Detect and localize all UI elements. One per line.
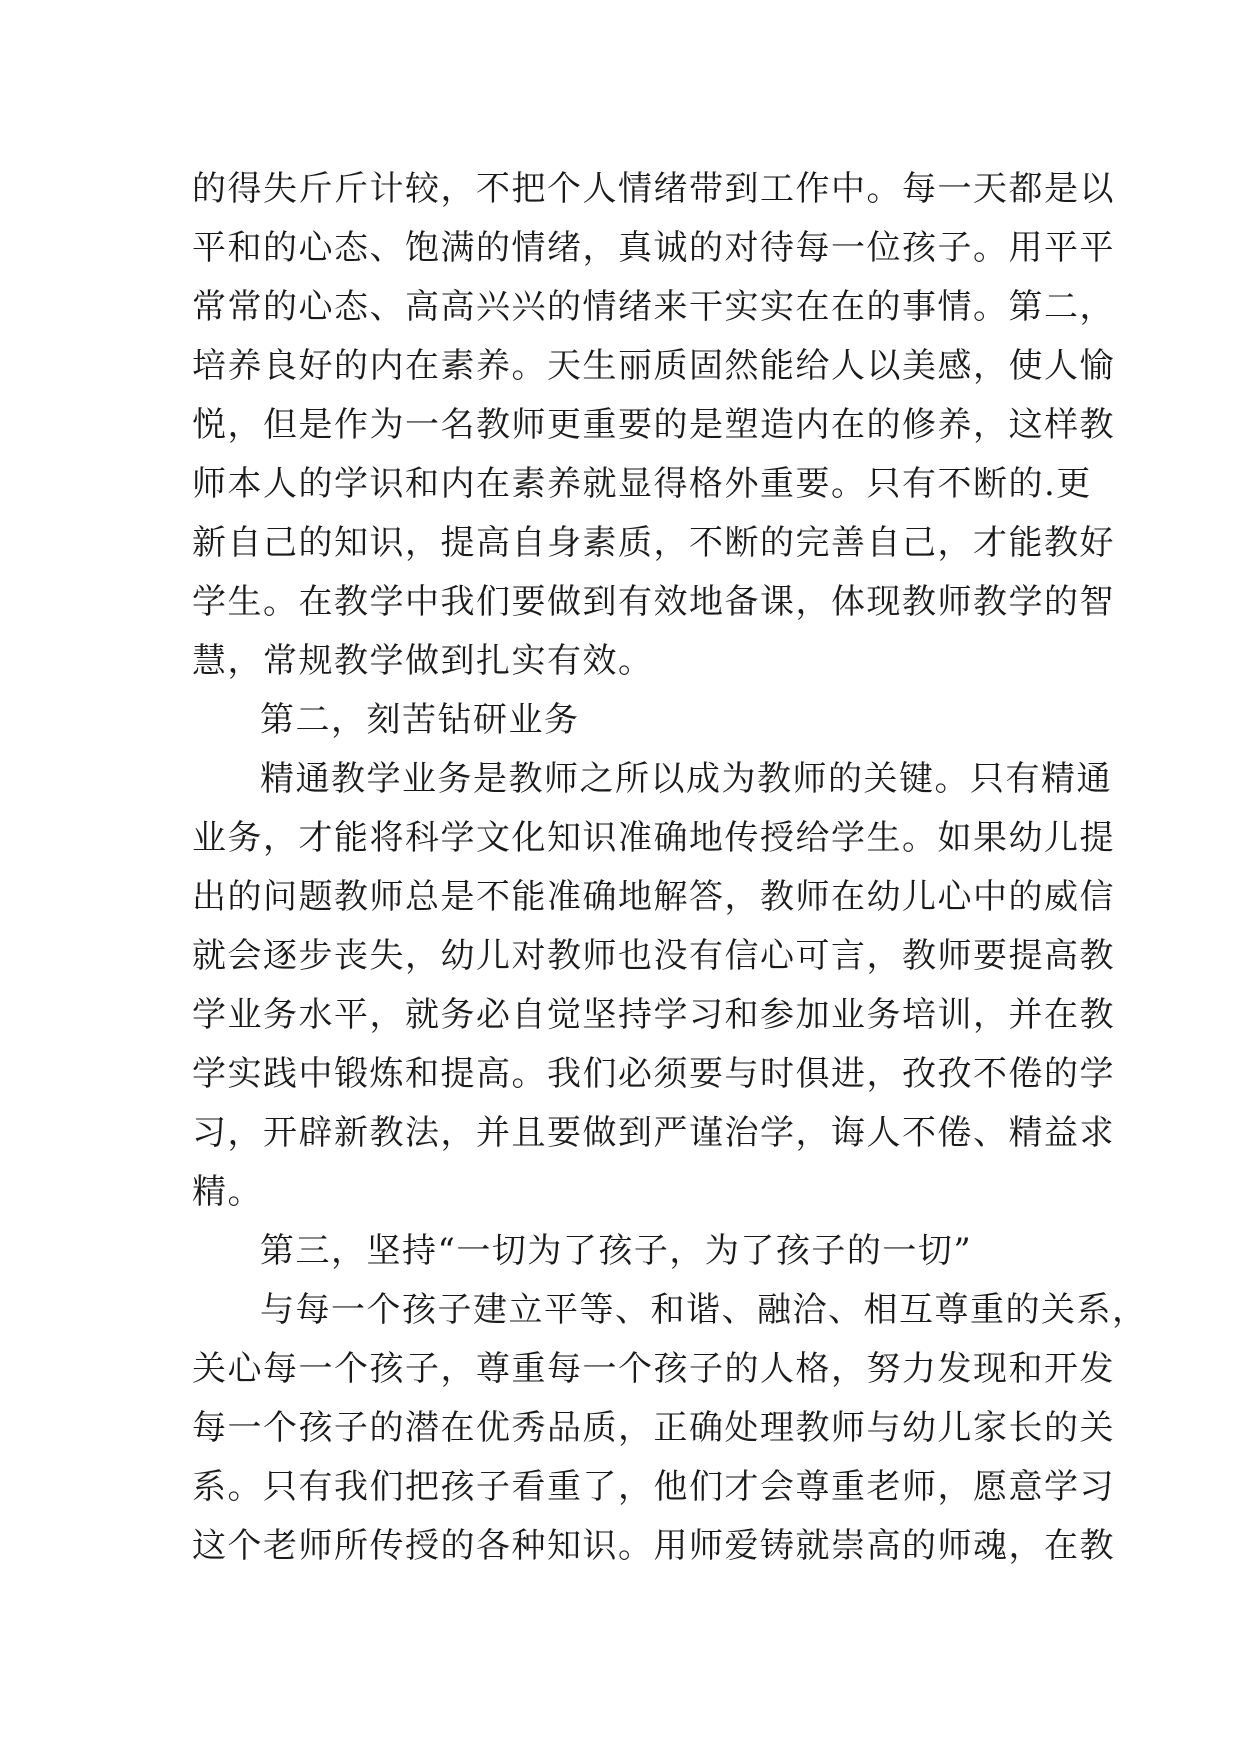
text-line: 每一个孩子的潜在优秀品质，正确处理教师与幼儿家长的关 [192, 1408, 1115, 1448]
text-line: 系。只有我们把孩子看重了，他们才会尊重老师，愿意学习 [192, 1467, 1115, 1507]
text-line: 第三，坚持“一切为了孩子，为了孩子的一切” [260, 1231, 973, 1271]
text-line: 与每一个孩子建立平等、和谐、融洽、相互尊重的关系， [260, 1290, 1148, 1330]
text-line: 悦，但是作为一名教师更重要的是塑造内在的修养，这样教 [192, 405, 1115, 445]
text-line: 的得失斤斤计较，不把个人情绪带到工作中。每一天都是以 [192, 169, 1115, 209]
text-line: 精。 [192, 1172, 263, 1212]
document-body [192, 160, 1148, 1576]
text-line: 业务，才能将科学文化知识准确地传授给学生。如果幼儿提 [192, 818, 1115, 858]
text-line: 学实践中锻炼和提高。我们必须要与时俱进，孜孜不倦的学 [192, 1054, 1115, 1094]
text-line: 学业务水平，就务必自觉坚持学习和参加业务培训，并在教 [192, 995, 1115, 1035]
text-line: 第二，刻苦钻研业务 [260, 700, 580, 740]
text-line: 常常的心态、高高兴兴的情绪来干实实在在的事情。第二， [192, 287, 1115, 327]
text-line: 新自己的知识，提高自身素质，不断的完善自己，才能教好 [192, 523, 1115, 563]
text-line: 出的问题教师总是不能准确地解答，教师在幼儿心中的威信 [192, 877, 1115, 917]
text-line: 培养良好的内在素养。天生丽质固然能给人以美感，使人愉 [192, 346, 1115, 386]
text-line: 关心每一个孩子，尊重每一个孩子的人格，努力发现和开发 [192, 1349, 1115, 1389]
text-line: 这个老师所传授的各种知识。用师爱铸就崇高的师魂，在教 [192, 1526, 1115, 1566]
text-line: 习，开辟新教法，并且要做到严谨治学，诲人不倦、精益求 [192, 1113, 1115, 1153]
text-line: 就会逐步丧失，幼儿对教师也没有信心可言，教师要提高教 [192, 936, 1115, 976]
text-line: 慧，常规教学做到扎实有效。 [192, 641, 654, 681]
text-line: 学生。在教学中我们要做到有效地备课，体现教师教学的智 [192, 582, 1115, 622]
text-line: 师本人的学识和内在素养就显得格外重要。只有不断的.更 [192, 464, 1092, 504]
text-line: 精通教学业务是教师之所以成为教师的关键。只有精通 [260, 759, 1112, 799]
text-line: 平和的心态、饱满的情绪，真诚的对待每一位孩子。用平平 [192, 228, 1115, 268]
